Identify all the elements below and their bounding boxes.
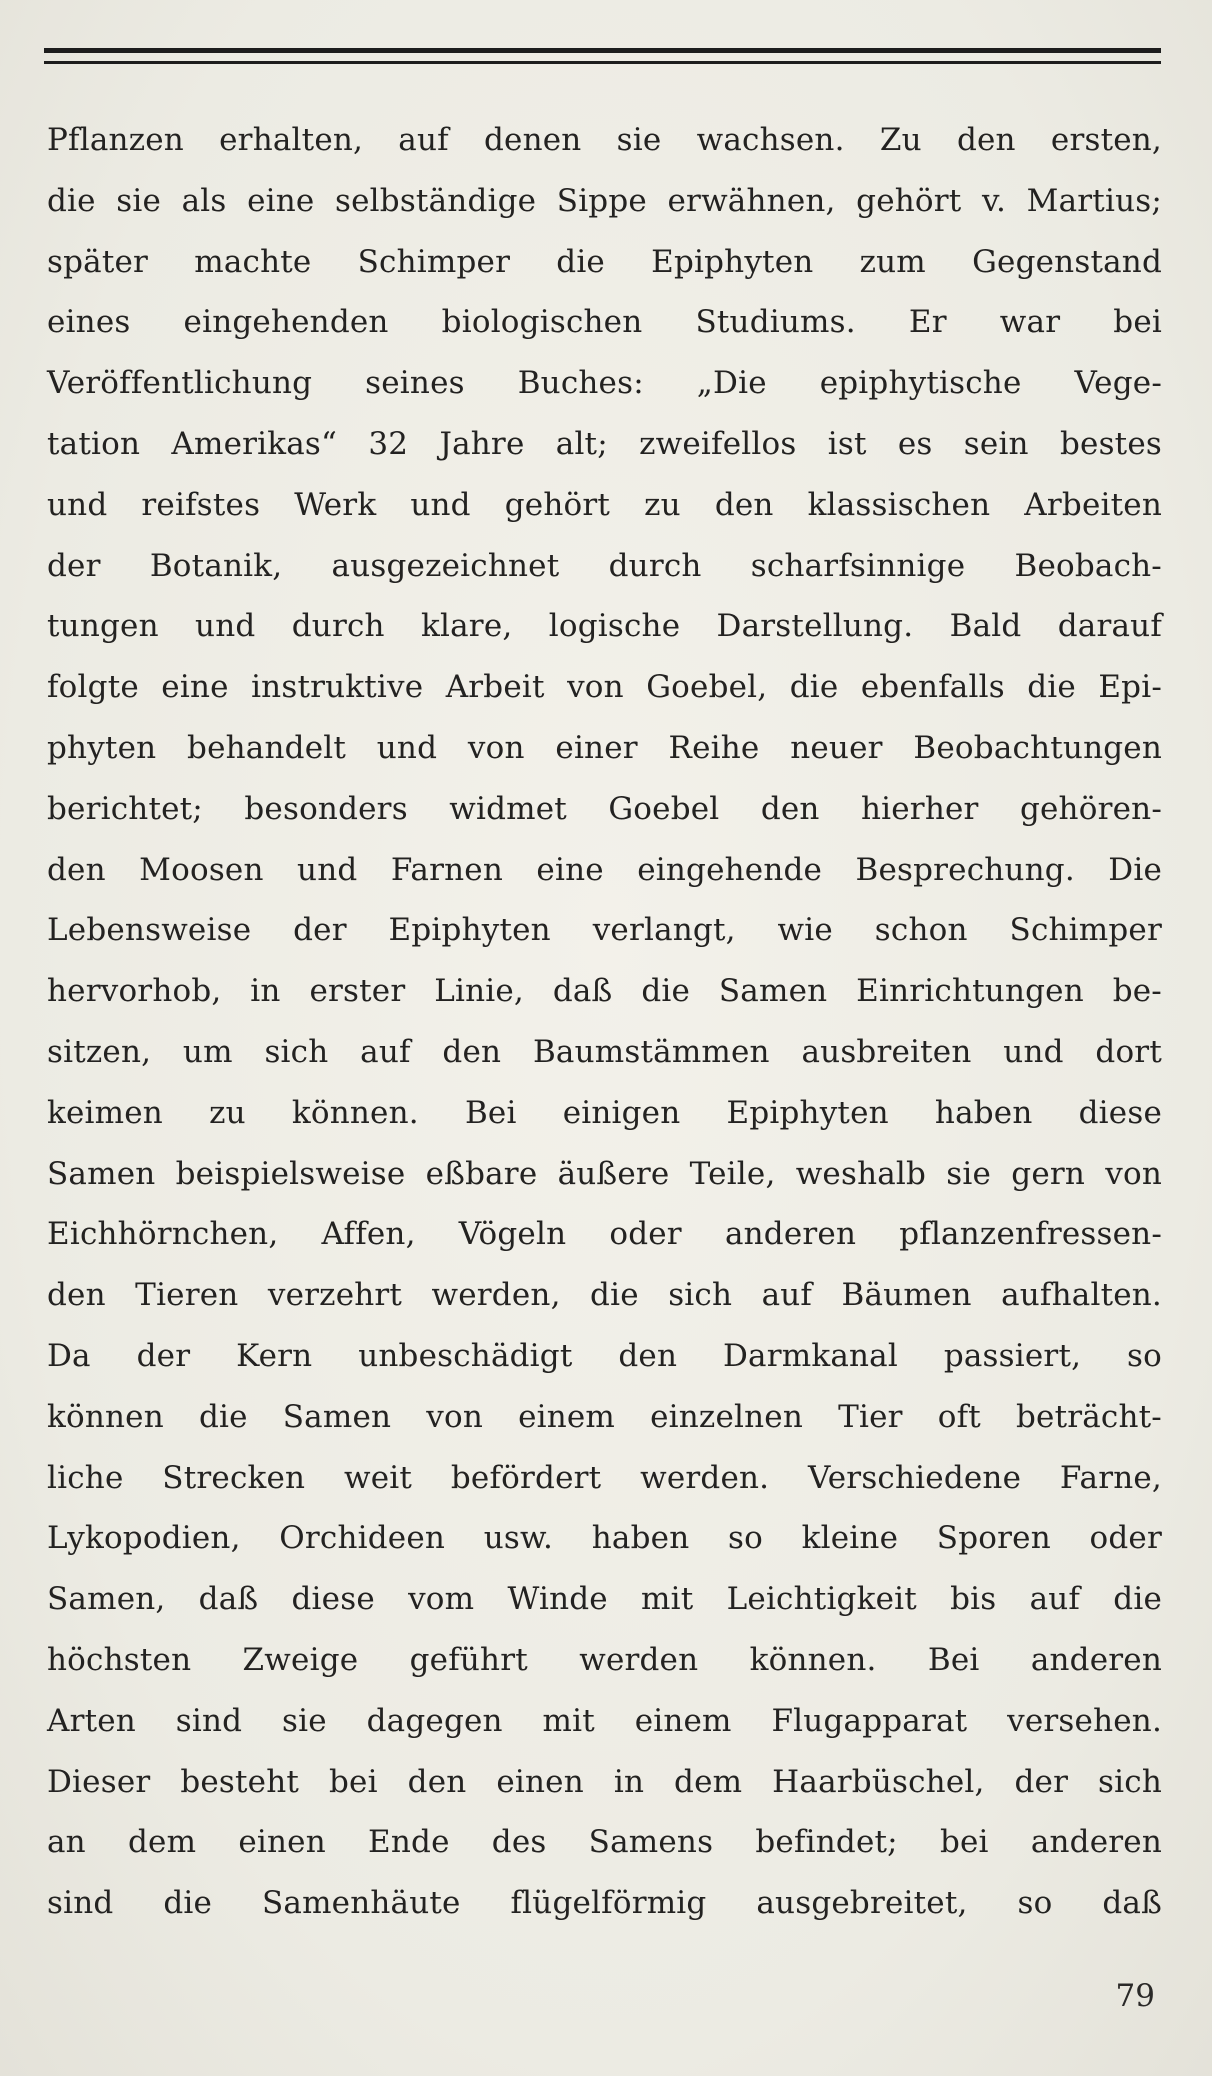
text-line: der Botanik, ausgezeichnet durch scharfsinnige Beobach- [47, 547, 1162, 584]
text-line: sitzen, um sich auf den Baumstämmen ausbreiten und dort [47, 1033, 1162, 1070]
text-line: Samen, daß diese vom Winde mit Leichtigkeit bis auf die [47, 1581, 1162, 1618]
text-line: später machte Schimper die Epiphyten zum Gegenstand [47, 243, 1162, 280]
text-line: den Moosen und Farnen eine eingehende Besprechung. Die [47, 851, 1162, 888]
text-line: Da der Kern unbeschädigt den Darmkanal passiert, so [47, 1337, 1162, 1374]
text-line: berichtet; besonders widmet Goebel den hierher gehören- [47, 790, 1162, 827]
text-line: sind die Samenhäute flügelförmig ausgebreitet, so daß [47, 1885, 1162, 1922]
text-line: Lebensweise der Epiphyten verlangt, wie schon Schimper [47, 912, 1162, 949]
text-line: tungen und durch klare, logische Darstellung. Bald darauf [47, 608, 1162, 645]
text-line: Eichhörnchen, Affen, Vögeln oder anderen pflanzenfressen- [47, 1216, 1162, 1253]
page-number: 79 [1115, 1978, 1155, 2014]
text-line: Lykopodien, Orchideen usw. haben so kleine Sporen oder [47, 1520, 1162, 1557]
text-line: können die Samen von einem einzelnen Tier oft beträcht- [47, 1398, 1162, 1435]
header-rule-thin [44, 61, 1161, 64]
text-line: Arten sind sie dagegen mit einem Flugapparat versehen. [47, 1702, 1162, 1739]
text-line: Samen beispielsweise eßbare äußere Teile, weshalb sie gern von [47, 1155, 1162, 1192]
text-line: Pflanzen erhalten, auf denen sie wachsen. Zu den ersten, [47, 122, 1162, 158]
text-line: die sie als eine selbständige Sippe erwähnen, gehört v. Martius; [47, 182, 1162, 219]
text-line: den Tieren verzehrt werden, die sich auf Bäumen aufhalten. [47, 1277, 1162, 1314]
text-line: phyten behandelt und von einer Reihe neuer Beobachtungen [47, 729, 1162, 766]
text-line: hervorhob, in erster Linie, daß die Samen Einrichtungen be- [47, 973, 1162, 1010]
text-line: tation Amerikas“ 32 Jahre alt; zweifellos ist es sein bestes [47, 425, 1162, 462]
text-line: Veröffentlichung seines Buches: „Die epiphytische Vege- [47, 365, 1162, 402]
text-line: Dieser besteht bei den einen in dem Haarbüschel, der sich [47, 1763, 1162, 1800]
body-text [47, 110, 1162, 1934]
text-line: und reifstes Werk und gehört zu den klassischen Arbeiten [47, 486, 1162, 523]
text-line: liche Strecken weit befördert werden. Verschiedene Farne, [47, 1459, 1162, 1496]
text-line: höchsten Zweige geführt werden können. Bei anderen [47, 1641, 1162, 1678]
text-line: folgte eine instruktive Arbeit von Goebel, die ebenfalls die Epi- [47, 669, 1162, 706]
text-line: an dem einen Ende des Samens befindet; bei anderen [47, 1824, 1162, 1861]
text-line: eines eingehenden biologischen Studiums. Er war bei [47, 304, 1162, 341]
text-line: keimen zu können. Bei einigen Epiphyten haben diese [47, 1094, 1162, 1131]
header-rule-thick [44, 48, 1161, 53]
